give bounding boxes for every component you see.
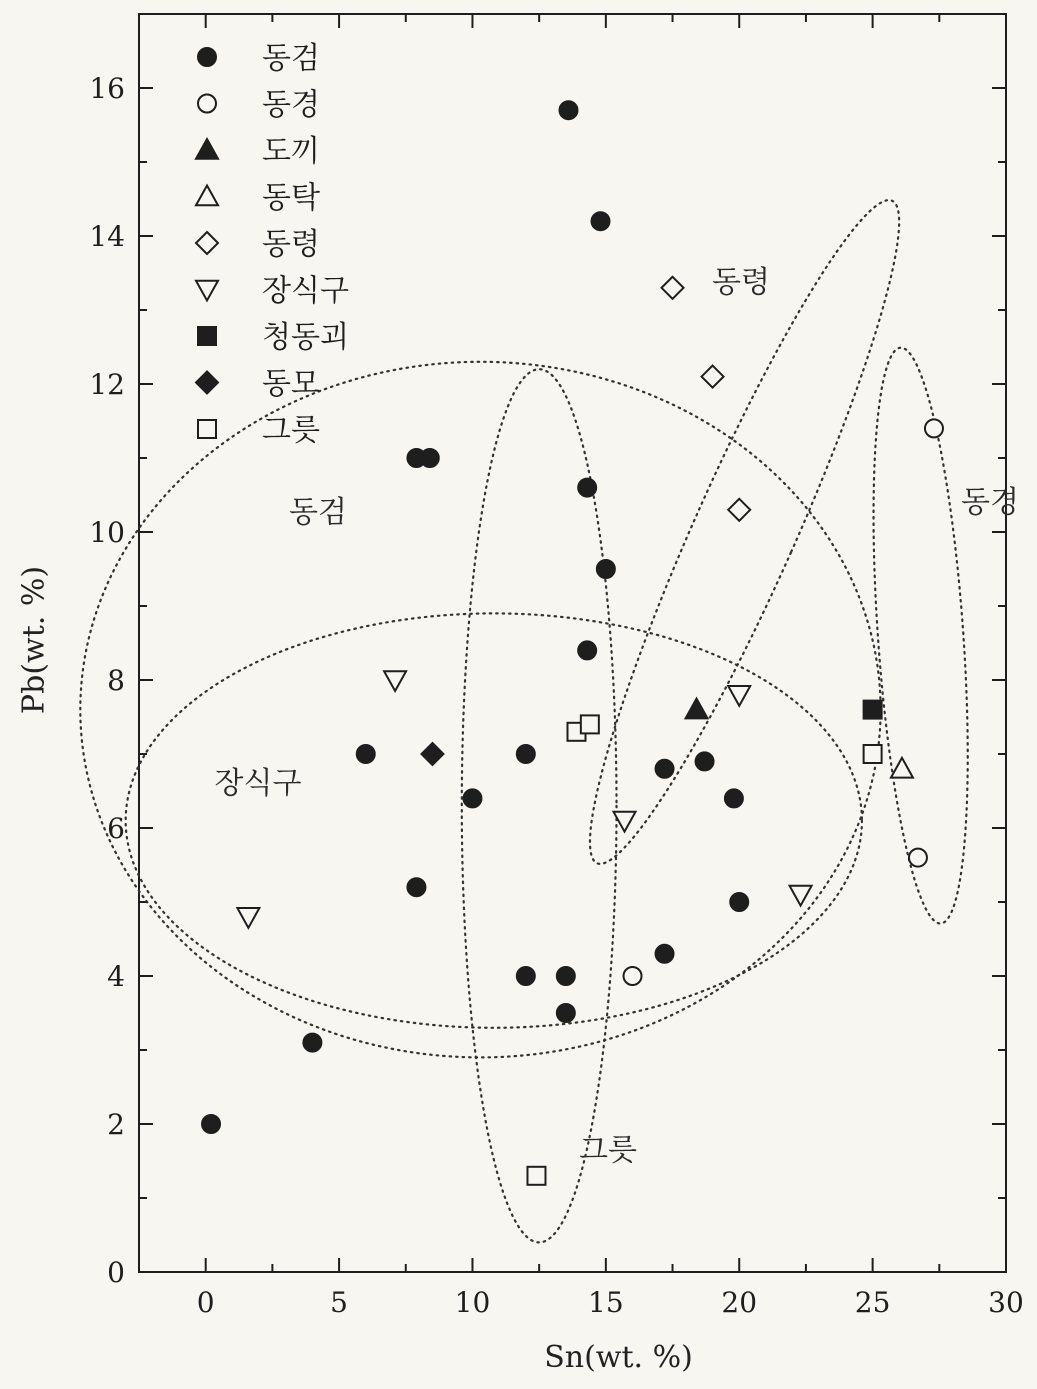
cluster-ellipse <box>126 613 862 1027</box>
series-0-point <box>202 1115 220 1133</box>
legend-marker <box>198 327 216 345</box>
x-tick-label: 15 <box>588 1286 624 1319</box>
series-4-point <box>728 499 750 521</box>
series-7-point <box>421 743 443 765</box>
series-0-point <box>407 878 425 896</box>
cluster-annotation: 동검 <box>289 495 347 530</box>
series-1-point <box>624 967 642 985</box>
legend-label: 동검 <box>262 41 320 76</box>
y-tick-label: 14 <box>89 220 125 253</box>
x-axis-label: Sn(wt. %) <box>544 1340 693 1375</box>
series-3-point <box>891 758 913 778</box>
series-0-point <box>557 967 575 985</box>
series-1-point <box>909 849 927 867</box>
series-0-point <box>730 893 748 911</box>
y-tick-label: 0 <box>107 1256 125 1289</box>
series-5-point <box>614 812 636 832</box>
legend-marker <box>198 420 216 438</box>
series-8-point <box>581 715 599 733</box>
series-5-point <box>237 908 259 928</box>
series-5-point <box>790 886 812 906</box>
series-4-point <box>702 366 724 388</box>
series-6-point <box>864 701 882 719</box>
series-0-point <box>696 752 714 770</box>
legend-marker <box>196 139 218 159</box>
series-1-point <box>925 419 943 437</box>
x-tick-label: 30 <box>988 1286 1024 1319</box>
x-tick-label: 0 <box>196 1286 215 1319</box>
y-tick-label: 8 <box>107 664 125 697</box>
series-0-point <box>517 745 535 763</box>
x-tick-label: 10 <box>454 1286 491 1319</box>
series-0-point <box>578 479 596 497</box>
series-0-point <box>656 945 674 963</box>
series-0-point <box>725 789 743 807</box>
legend-label: 동탁 <box>262 180 320 216</box>
y-tick-label: 16 <box>89 72 125 105</box>
legend-marker <box>198 48 216 66</box>
series-0-point <box>357 745 375 763</box>
series-5-point <box>728 686 750 706</box>
series-0-point <box>592 212 610 230</box>
series-2-point <box>686 699 708 719</box>
y-tick-label: 4 <box>107 960 125 993</box>
series-0-point <box>303 1034 321 1052</box>
series-0-point <box>421 449 439 467</box>
series-5-point <box>384 671 406 691</box>
y-tick-label: 2 <box>107 1108 125 1141</box>
cluster-annotation: 그릇 <box>579 1133 637 1168</box>
legend-marker <box>196 372 218 394</box>
legend-marker <box>196 186 218 206</box>
series-0-point <box>656 760 674 778</box>
legend-label: 장식구 <box>262 273 349 309</box>
series-0-point <box>557 1004 575 1022</box>
cluster-ellipse <box>462 369 617 1242</box>
series-0-point <box>463 789 481 807</box>
cluster-annotation: 동령 <box>712 265 770 300</box>
legend-label: 동령 <box>262 227 320 262</box>
legend-marker <box>196 281 218 301</box>
series-8-point <box>527 1167 545 1185</box>
legend-label: 동모 <box>262 366 320 402</box>
y-axis-label: Pb(wt. %) <box>16 565 52 715</box>
y-tick-label: 12 <box>89 368 125 401</box>
series-8-point <box>864 745 882 763</box>
series-0-point <box>597 560 615 578</box>
x-tick-label: 20 <box>721 1286 758 1319</box>
series-4-point <box>662 277 684 299</box>
legend-label: 그릇 <box>262 413 320 448</box>
legend-label: 도끼 <box>262 134 320 169</box>
legend-marker <box>196 232 218 254</box>
cluster-annotation: 동경 <box>961 485 1019 520</box>
series-0-point <box>559 101 577 119</box>
cluster-annotation: 장식구 <box>214 766 302 801</box>
series-0-point <box>517 967 535 985</box>
legend-marker <box>198 95 216 113</box>
x-tick-label: 5 <box>330 1286 348 1319</box>
cluster-ellipse <box>80 362 880 1058</box>
y-tick-label: 10 <box>89 516 125 549</box>
x-tick-label: 25 <box>854 1286 891 1319</box>
series-0-point <box>578 641 596 659</box>
y-tick-label: 6 <box>107 812 125 845</box>
cluster-ellipse <box>858 345 983 927</box>
legend-label: 동경 <box>262 87 320 123</box>
legend-label: 청동괴 <box>262 320 349 355</box>
